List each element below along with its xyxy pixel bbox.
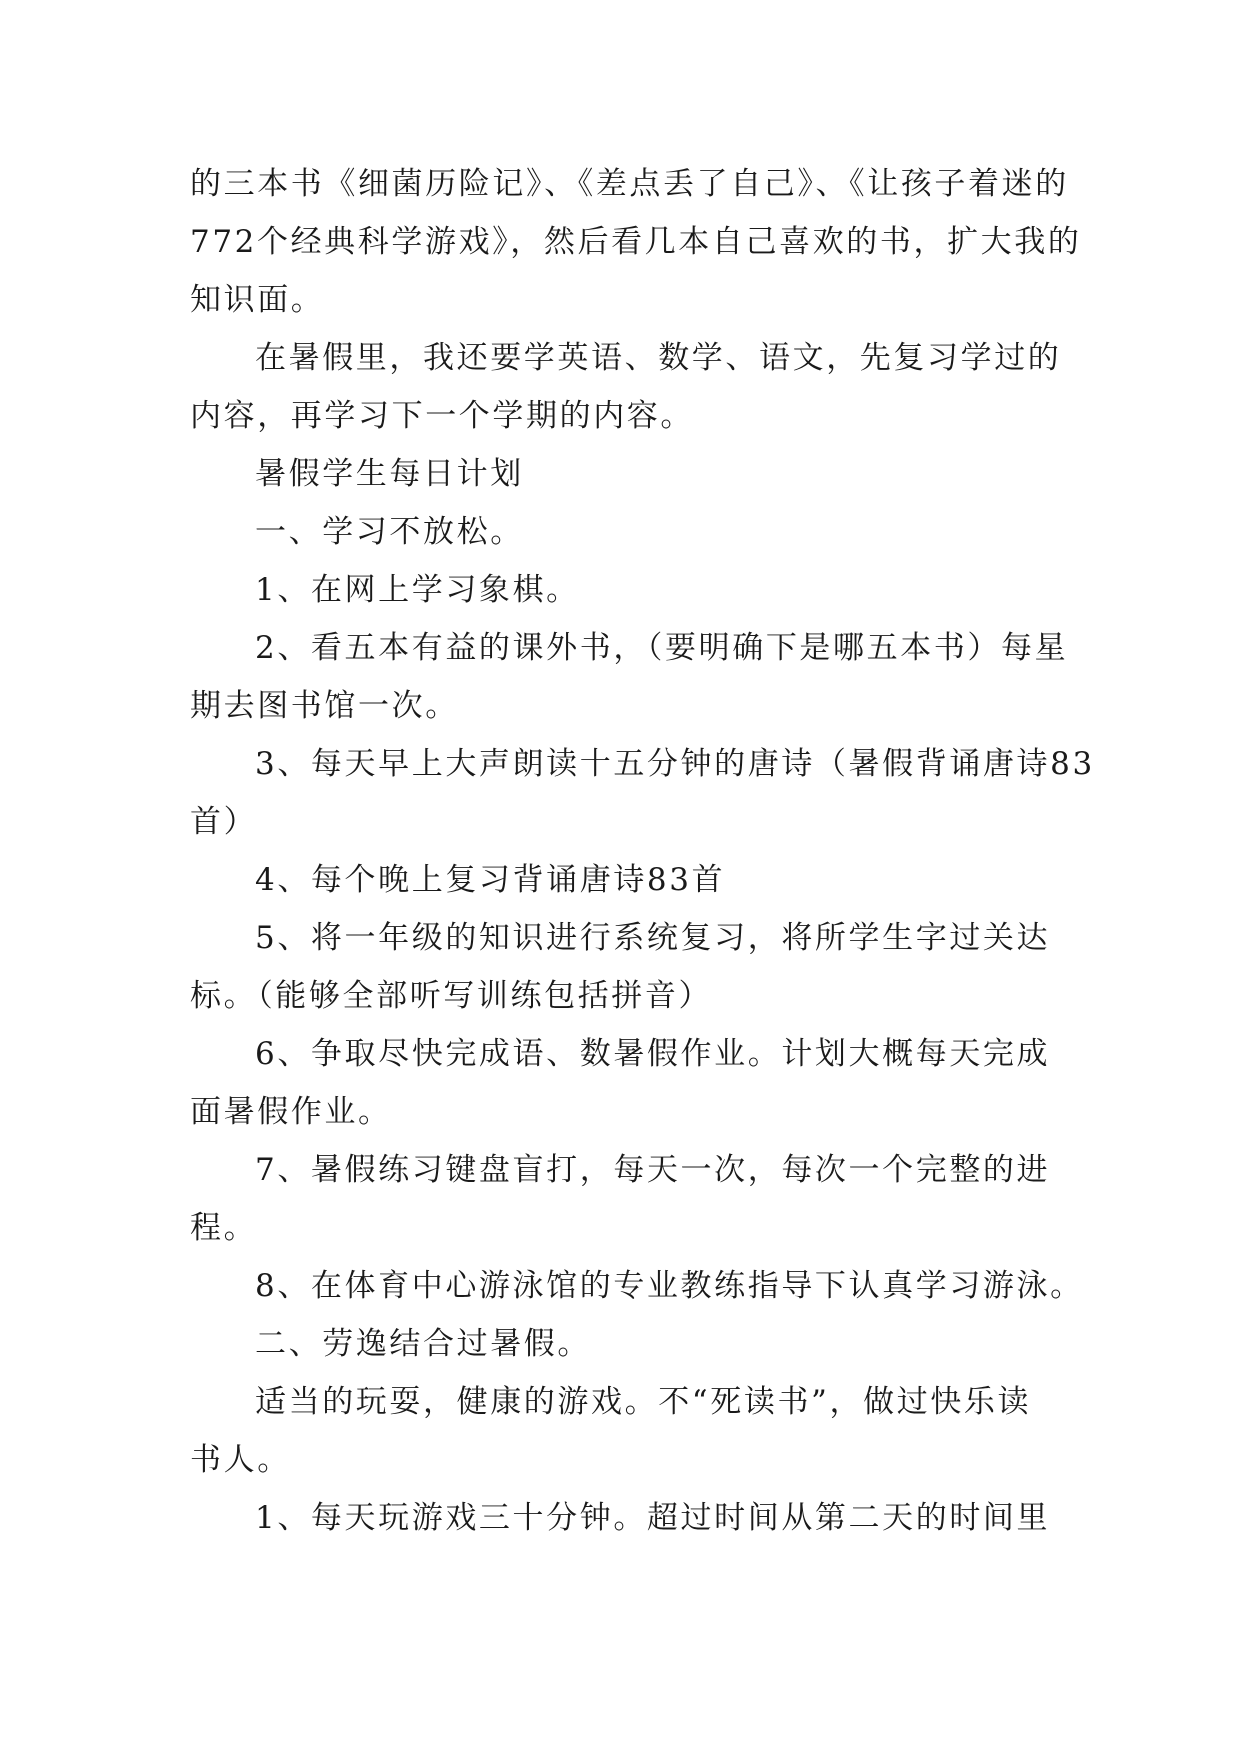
text-line: 知识面。 [190,282,325,318]
list-item: 4、每个晚上复习背诵唐诗83首 [255,862,726,898]
text-line: 首） [190,804,258,840]
text-line: 在暑假里，我还要学英语、数学、语文，先复习学过的 [255,340,1062,376]
list-item: 5、将一年级的知识进行系统复习，将所学生字过关达 [255,920,1051,956]
text-line: 标。（能够全部听写训练包括拼音） [190,978,713,1014]
section-subheading: 二、劳逸结合过暑假。 [255,1326,591,1362]
section-heading: 暑假学生每日计划 [255,456,524,492]
text-line: 面暑假作业。 [190,1094,392,1130]
list-item: 1、每天玩游戏三十分钟。超过时间从第二天的时间里 [255,1500,1051,1536]
list-item: 1、在网上学习象棋。 [255,572,580,608]
list-item: 8、在体育中心游泳馆的专业教练指导下认真学习游泳。 [255,1268,1084,1304]
text-line: 的三本书《细菌历险记》、《差点丢了自己》、《让孩子着迷的 [190,166,1069,202]
text-line: 772个经典科学游戏》，然后看几本自己喜欢的书，扩大我的 [190,224,1082,260]
list-item: 3、每天早上大声朗读十五分钟的唐诗（暑假背诵唐诗83 [255,746,1095,782]
list-item: 2、看五本有益的课外书，（要明确下是哪五本书）每星 [255,630,1069,666]
list-item: 6、争取尽快完成语、数暑假作业。计划大概每天完成 [255,1036,1051,1072]
text-line: 程。 [190,1210,258,1246]
section-subheading: 一、学习不放松。 [255,514,524,550]
text-line: 书人。 [190,1442,291,1478]
text-line: 内容，再学习下一个学期的内容。 [190,398,694,434]
text-line: 适当的玩耍，健康的游戏。不“死读书”，做过快乐读 [255,1384,1032,1420]
list-item: 7、暑假练习键盘盲打，每天一次，每次一个完整的进 [255,1152,1051,1188]
text-line: 期去图书馆一次。 [190,688,459,724]
